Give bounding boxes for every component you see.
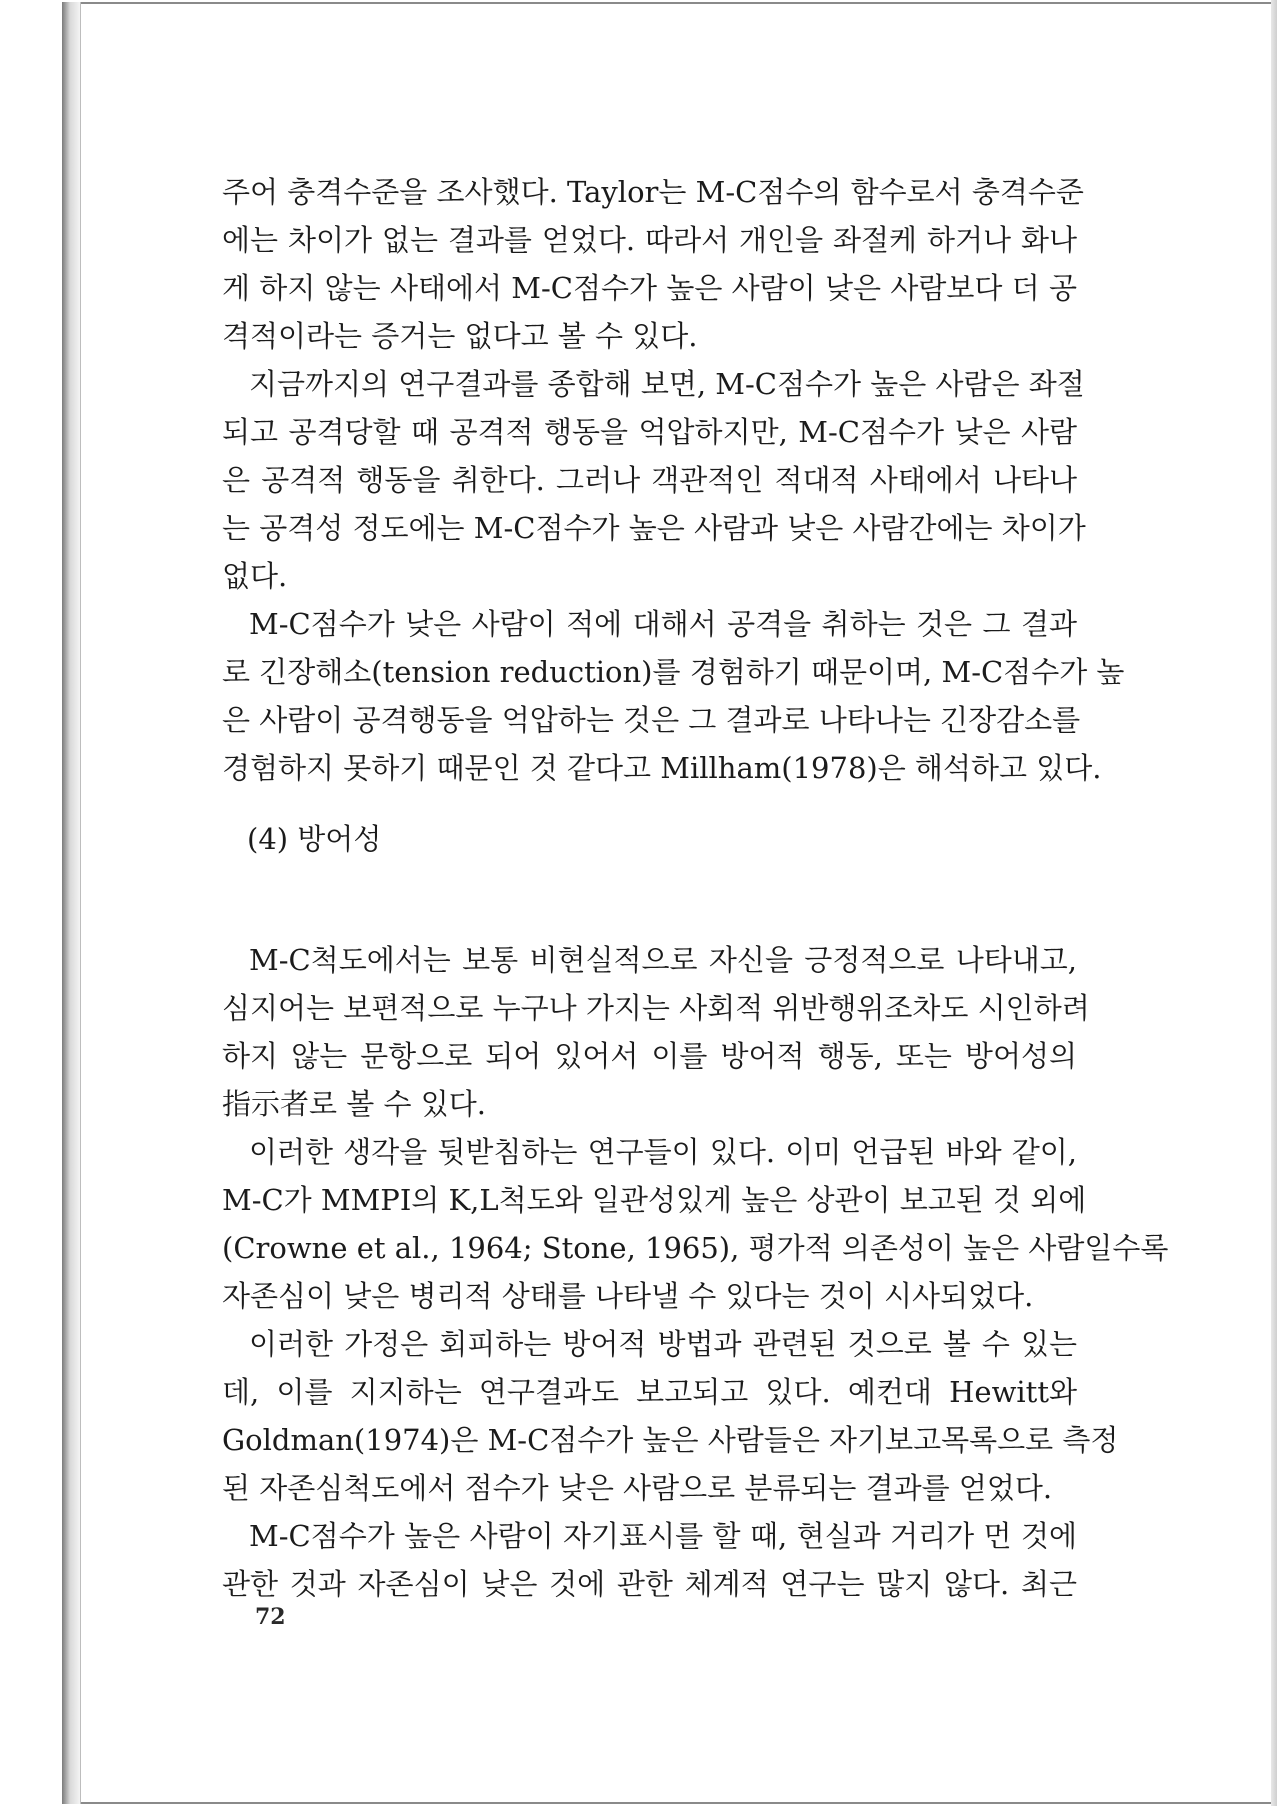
page-number: 72 — [255, 1604, 286, 1630]
page-body-text — [222, 168, 1169, 1608]
spacer — [222, 888, 1077, 936]
text-line: 없다. — [222, 559, 288, 593]
text-line: M-C가 MMPI의 K,L척도와 일관성있게 높은 상관이 보고된 것 외에 — [222, 1183, 1087, 1217]
text-line: Goldman(1974)은 M-C점수가 높은 사람들은 자기보고목록으로 측정 — [222, 1423, 1119, 1457]
text-line: 게 하지 않는 사태에서 M-C점수가 높은 사람이 낮은 사람보다 더 공 — [222, 271, 1077, 305]
text-line: 에는 차이가 없는 결과를 얻었다. 따라서 개인을 좌절케 하거나 화나 — [222, 223, 1077, 257]
text-line: 하지 않는 문항으로 되어 있어서 이를 방어적 행동, 또는 방어성의 — [222, 1039, 1077, 1073]
text-line: 로 긴장해소(tension reduction)를 경험하기 때문이며, M-C점수가 높 — [222, 655, 1125, 689]
text-line: 지금까지의 연구결과를 종합해 보면, M-C점수가 높은 사람은 좌절 — [249, 367, 1085, 401]
text-line: 은 사람이 공격행동을 억압하는 것은 그 결과로 나타나는 긴장감소를 — [222, 703, 1081, 737]
text-line: (Crowne et al., 1964; Stone, 1965), 평가적 의존성이 높은 사람일수록 — [222, 1231, 1169, 1265]
text-line: 는 공격성 정도에는 M-C점수가 높은 사람과 낮은 사람간에는 차이가 — [222, 511, 1086, 545]
page-spine-shadow — [62, 2, 81, 1804]
text-line: 격적이라는 증거는 없다고 볼 수 있다. — [222, 319, 698, 353]
text-line: 된 자존심척도에서 점수가 낮은 사람으로 분류되는 결과를 얻었다. — [222, 1471, 1053, 1505]
text-line: 이러한 생각을 뒷받침하는 연구들이 있다. 이미 언급된 바와 같이, — [249, 1135, 1077, 1169]
text-line: 되고 공격당할 때 공격적 행동을 억압하지만, M-C점수가 낮은 사람 — [222, 415, 1077, 449]
text-line: 경험하지 못하기 때문인 것 같다고 Millham(1978)은 해석하고 있다. — [222, 751, 1102, 785]
text-line: 심지어는 보편적으로 누구나 가지는 사회적 위반행위조차도 시인하려 — [222, 991, 1090, 1025]
text-line: 指示者로 볼 수 있다. — [222, 1087, 486, 1121]
text-line: 은 공격적 행동을 취한다. 그러나 객관적인 적대적 사태에서 나타나 — [222, 463, 1077, 497]
page-edge — [1271, 0, 1277, 1806]
text-line: M-C점수가 낮은 사람이 적에 대해서 공격을 취하는 것은 그 결과 — [249, 607, 1077, 641]
section-heading: (4) 방어성 — [247, 822, 382, 856]
text-line: 데, 이를 지지하는 연구결과도 보고되고 있다. 예컨대 Hewitt와 — [222, 1375, 1077, 1409]
text-line: 자존심이 낮은 병리적 상태를 나타낼 수 있다는 것이 시사되었다. — [222, 1279, 1034, 1313]
text-line: 주어 충격수준을 조사했다. Taylor는 M-C점수의 함수로서 충격수준 — [222, 175, 1084, 209]
text-line: 관한 것과 자존심이 낮은 것에 관한 체계적 연구는 많지 않다. 최근 — [222, 1567, 1077, 1601]
text-line: M-C점수가 높은 사람이 자기표시를 할 때, 현실과 거리가 먼 것에 — [249, 1519, 1077, 1553]
text-line: M-C척도에서는 보통 비현실적으로 자신을 긍정적으로 나타내고, — [249, 943, 1077, 977]
text-line: 이러한 가정은 회피하는 방어적 방법과 관련된 것으로 볼 수 있는 — [249, 1327, 1077, 1361]
